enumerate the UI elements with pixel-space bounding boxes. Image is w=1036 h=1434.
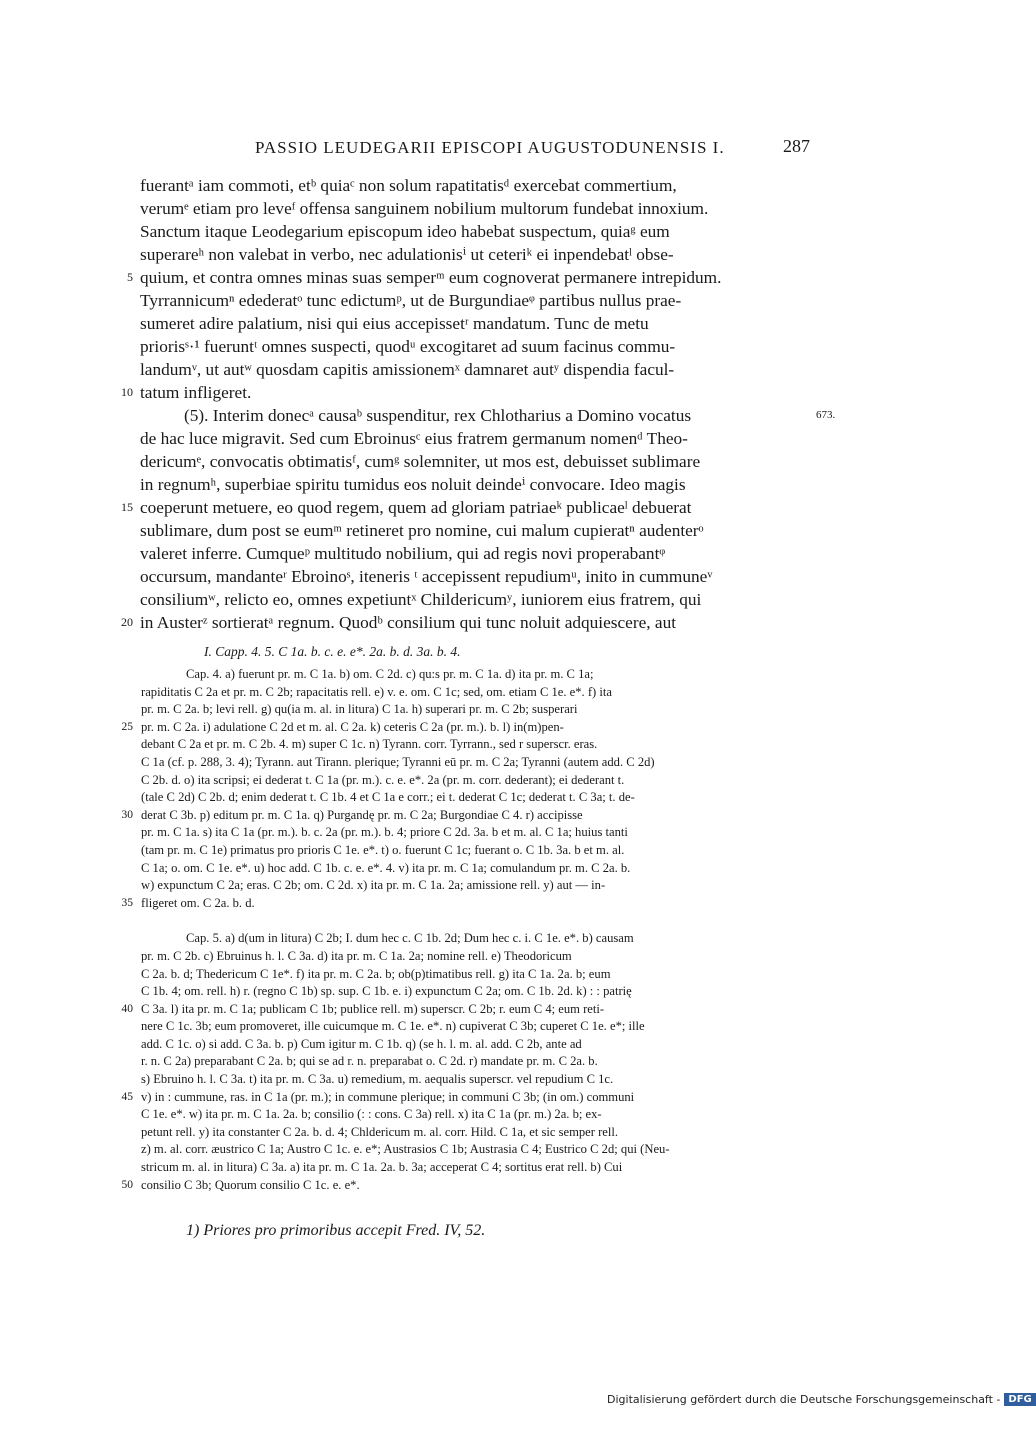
- text-line: [140, 197, 812, 220]
- page-header: [0, 138, 1000, 168]
- line-text: priorisˢ·¹ fueruntᵗ omnes suspecti, quodᵘ excogitaret ad suum facinus commu-: [140, 337, 676, 356]
- line-text: de hac luce migravit. Sed cum Ebroinusᶜ eius fratrem germanum nomenᵈ Theo-: [140, 429, 688, 448]
- line-text: petunt rell. y) ita constanter C 2a. b. d. 4; Chldericum m. al. corr. Hild. C 1a, et sic semper rell.: [141, 1124, 619, 1139]
- line-text: C 2a. b. d; Thedericum C 1e*. f) ita pr. m. C 2a. b; ob(p)timatibus rell. g) ita C 1a. 2a. b; eum: [141, 966, 611, 981]
- text-line: [140, 565, 812, 588]
- note-line: [141, 1124, 813, 1142]
- line-text: verumᵉ etiam pro leveᶠ offensa sanguinem nobilium multorum fundebat innoxium.: [140, 199, 709, 218]
- dfg-logo: DFG: [1004, 1393, 1035, 1406]
- line-text: (5). Interim donecᵃ causaᵇ suspenditur, rex Chlotharius a Domino vocatus: [184, 406, 692, 425]
- line-text: debant C 2a et pr. m. C 2b. 4. m) super C 1c. n) Tyrann. corr. Tyrrann., sed r superscr. eras.: [141, 737, 598, 752]
- line-text: nere C 1c. 3b; eum promoveret, ille cuicumque m. C 1e. e*. n) cupiverat C 3b; cuperet C 1e. e*; ille: [141, 1019, 645, 1034]
- note-line: [141, 789, 813, 807]
- line-number: 10: [121, 385, 133, 399]
- note-line: [141, 772, 813, 790]
- note-line: [141, 1036, 813, 1054]
- note-line: [141, 1018, 813, 1036]
- text-line: [121, 381, 812, 404]
- note-line: [141, 754, 813, 772]
- note-line: [121, 1089, 813, 1107]
- note-line: [141, 684, 813, 702]
- line-number: 5: [127, 270, 133, 284]
- text-line: [140, 174, 812, 197]
- note-line: [141, 736, 813, 754]
- note-line: [141, 1053, 813, 1071]
- digitization-credit: [607, 1390, 1036, 1406]
- note-line: [121, 719, 813, 737]
- line-text: Sanctum itaque Leodegarium episcopum ideo habebat suspectum, quiaᵍ eum: [140, 222, 670, 241]
- text-line: [140, 312, 812, 335]
- note-line: [121, 1001, 813, 1019]
- line-text: add. C 1c. o) si add. C 3a. b. p) Cum igitur m. C 1b. q) (se h. l. m. al. add. C 2b, ante ad: [141, 1036, 582, 1051]
- line-text: C 2b. d. o) ita scripsi; ei dederat t. C 1a (pr. m.). c. e. e*. 2a (pr. m. corr. dederant); ei dederant t.: [141, 772, 625, 787]
- note-line: [141, 983, 813, 1001]
- note-line: [141, 860, 813, 878]
- line-number: 50: [121, 1178, 133, 1191]
- text-line: [140, 588, 812, 611]
- line-text: Cap. 5. a) d(um in litura) C 2b; I. dum hec c. C 1b. 2d; Dum hec c. i. C 1e. e*. b) causam: [186, 931, 634, 946]
- line-text: v) in : cummune, ras. in C 1a (pr. m.); in commune plerique; in communi C 3b; (in om.) communi: [141, 1089, 635, 1104]
- line-text: w) expunctum C 2a; eras. C 2b; om. C 2d. x) ita pr. m. C 1a. 2a; amissione rell. y) aut — in-: [141, 878, 606, 893]
- text-line: [140, 450, 812, 473]
- critical-apparatus: [121, 666, 813, 1194]
- note-line: [141, 842, 813, 860]
- line-text: pr. m. C 1a. s) ita C 1a (pr. m.). b. c. 2a (pr. m.). b. 4; priore C 2d. 3a. b et m. al. C 1a; huius tanti: [141, 825, 628, 840]
- line-text: C 3a. l) ita pr. m. C 1a; publicam C 1b; publice rell. m) superscr. C 2b; r. eum C 4; eum reti-: [141, 1001, 605, 1016]
- line-text: Tyrrannicumⁿ edederatᵒ tunc edictumᵖ, ut de Burgundiaeᵠ partibus nullus prae-: [140, 291, 682, 310]
- text-line: [140, 427, 812, 450]
- line-text: Cap. 4. a) fuerunt pr. m. C 1a. b) om. C 2d. c) qu:s pr. m. C 1a. d) ita pr. m. C 1a;: [186, 667, 594, 681]
- line-number: 45: [121, 1090, 133, 1103]
- line-text: pr. m. C 2b. c) Ebruinus h. l. C 3a. d) ita pr. m. C 1a. 2a; nomine rell. e) Theodoricum: [141, 948, 572, 963]
- text-line: [140, 220, 812, 243]
- line-number: 25: [121, 720, 133, 733]
- line-number: 35: [121, 896, 133, 909]
- line-text: in Austerᶻ sortieratᵃ regnum. Quodᵇ consilium qui tunc noluit adquiescere, aut: [140, 613, 677, 632]
- line-number: 15: [121, 500, 133, 514]
- line-text: C 1e. e*. w) ita pr. m. C 1a. 2a. b; consilio (: : cons. C 3a) rell. x) ita C 1a (pr. m.) 2a. b; ex-: [141, 1107, 602, 1122]
- line-text: sumeret adire palatium, nisi qui eius accepissetʳ mandatum. Tunc de metu: [140, 314, 649, 333]
- note-line: [141, 966, 813, 984]
- section-gap: [141, 912, 813, 930]
- text-line: [121, 496, 812, 519]
- note-line: [141, 1071, 813, 1089]
- line-text: (tale C 2d) C 2b. d; enim dederat t. C 1b. 4 et C 1a e corr.; ei t. dederat C 1c; dederat t. C 3a; t. de-: [141, 790, 635, 805]
- line-number: 40: [121, 1002, 133, 1015]
- note-line: [121, 807, 813, 825]
- note-line: [141, 1106, 813, 1124]
- line-number: 20: [121, 615, 133, 629]
- line-text: tatum infligeret.: [140, 383, 252, 402]
- text-line: [127, 266, 812, 289]
- line-text: rapiditatis C 2a et pr. m. C 2b; rapacitatis rell. e) v. e. om. C 1c; sed, om. etiam C 1e. e*. f) ita: [141, 684, 612, 699]
- line-text: valeret inferre. Cumqueᵖ multitudo nobilium, qui ad regis novi properabantᵠ: [140, 544, 666, 563]
- line-text: (tam pr. m. C 1e) primatus pro prioris C 1e. e*. t) o. fuerunt C 1c; fuerant o. C 1b. 3a. b et m. al.: [141, 842, 625, 857]
- text-line: [140, 335, 812, 358]
- line-text: pr. m. C 2a. b; levi rell. g) qu(ia m. al. in litura) C 1a. h) superari pr. m. C 2b; susperari: [141, 702, 578, 717]
- line-text: fuerantᵃ iam commoti, etᵇ quiaᶜ non solum rapatitatisᵈ exercebat commertium,: [140, 176, 677, 195]
- note-line: [141, 1141, 813, 1159]
- note-line: [141, 1159, 813, 1177]
- note-line: [141, 930, 813, 948]
- note-line: [141, 877, 813, 895]
- digitization-text: Digitalisierung gefördert durch die Deutsche Forschungsgemeinschaft -: [607, 1392, 1001, 1406]
- line-text: C 1b. 4; om. rell. h) r. (regno C 1b) sp. sup. C 1b. e. i) expunctum C 2a; om. C 1b. 2d. k) : : patrię: [141, 984, 632, 999]
- text-line: [140, 243, 812, 266]
- text-line: [140, 358, 812, 381]
- text-line: [140, 404, 836, 427]
- line-number: 30: [121, 808, 133, 821]
- note-line: [121, 1177, 813, 1195]
- note-line: [141, 701, 813, 719]
- line-text: dericumᵉ, convocatis obtimatisᶠ, cumᵍ solemniter, ut mos est, debuisset sublimare: [140, 452, 701, 471]
- line-text: quium, et contra omnes minas suas semperᵐ eum cognoverat permanere intrepidum.: [140, 268, 722, 287]
- line-text: occursum, mandanteʳ Ebroinoˢ, iteneris ᵗ accepissent repudiumᵘ, inito in cummuneᵛ: [140, 567, 713, 586]
- line-text: C 1a (cf. p. 288, 3. 4); Tyrann. aut Tirann. plerique; Tyranni eū pr. m. C 2a; Tyranni (autem add. C 2d): [141, 754, 655, 769]
- line-text: sublimare, dum post se eumᵐ retineret pro nomine, cui malum cupieratⁿ audenterᵒ: [140, 521, 704, 540]
- line-text: coeperunt metuere, eo quod regem, quem ad gloriam patriaeᵏ publicaeˡ debuerat: [140, 498, 692, 517]
- line-text: fligeret om. C 2a. b. d.: [141, 895, 255, 910]
- line-text: stricum m. al. in litura) C 3a. a) ita pr. m. C 1a. 2a. b. 3a; acceperat C 4; sortitus erat rell. b) Cui: [141, 1160, 623, 1175]
- page-number: 287: [783, 136, 810, 156]
- text-line: [140, 473, 812, 496]
- running-title: PASSIO LEUDEGARII EPISCOPI AUGUSTODUNENSIS I.: [255, 138, 725, 157]
- line-text: pr. m. C 2a. i) adulatione C 2d et m. al. C 2a. k) ceteris C 2a (pr. m.). b. l) in(m)pen-: [141, 719, 564, 734]
- line-text: derat C 3b. p) editum pr. m. C 1a. q) Purgandę pr. m. C 2a; Burgondiae C 4. r) accipisse: [141, 807, 583, 822]
- main-text: [121, 174, 836, 634]
- footnote: 1) Priores pro primoribus accepit Fred. IV, 52.: [186, 1222, 486, 1239]
- note-line: [121, 895, 813, 913]
- text-line: [121, 611, 812, 634]
- line-text: landumᵛ, ut autʷ quosdam capitis amissionemˣ damnaret autʸ dispendia facul-: [140, 360, 675, 379]
- line-text: in regnumʰ, superbiae spiritu tumidus eos noluit deindeⁱ convocare. Ideo magis: [140, 475, 686, 494]
- line-text: consiliumʷ, relicto eo, omnes expetiuntˣ Childericumʸ, iuniorem eius fratrem, qui: [140, 590, 702, 609]
- line-text: r. n. C 2a) preparabant C 2a. b; qui se ad r. n. preparabat o. C 2d. r) mandate pr. m. C 2a. b.: [141, 1054, 598, 1069]
- note-line: [141, 666, 813, 684]
- manuscript-sigla: I. Capp. 4. 5. C 1a. b. c. e. e*. 2a. b. d. 3a. b. 4.: [204, 644, 461, 659]
- text-line: [140, 289, 812, 312]
- line-text: superareʰ non valebat in verbo, nec adulationisⁱ ut ceteriᵏ ei inpendebatˡ obse-: [140, 245, 674, 264]
- text-line: [140, 519, 812, 542]
- line-text: C 1a; o. om. C 1e. e*. u) hoc add. C 1b. c. e. e*. 4. v) ita pr. m. C 1a; comulandum pr. m. C 2a. b.: [141, 860, 631, 875]
- margin-year: 673.: [816, 409, 836, 421]
- line-text: consilio C 3b; Quorum consilio C 1c. e. e*.: [141, 1177, 360, 1192]
- note-line: [141, 948, 813, 966]
- text-line: [140, 542, 812, 565]
- line-text: z) m. al. corr. æustrico C 1a; Austro C 1c. e. e*; Austrasios C 1b; Austrasia C 4; Eustrico C 2d; qui (Neu-: [141, 1142, 670, 1157]
- line-text: s) Ebruino h. l. C 3a. t) ita pr. m. C 3a. u) remedium, m. aequalis superscr. vel repudium C 1c.: [141, 1072, 614, 1087]
- note-line: [141, 824, 813, 842]
